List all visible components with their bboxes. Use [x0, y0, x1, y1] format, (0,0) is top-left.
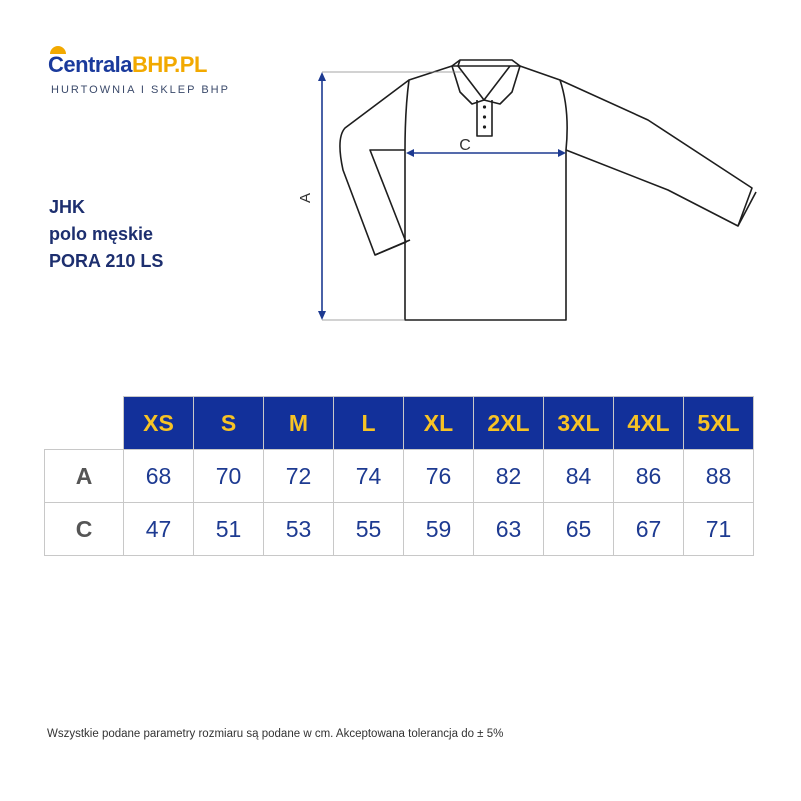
- size-header: M: [264, 397, 334, 450]
- size-header: XS: [124, 397, 194, 450]
- row-label: A: [45, 450, 124, 503]
- size-header: 3XL: [544, 397, 614, 450]
- table-cell: 53: [264, 503, 334, 556]
- table-corner: [45, 397, 124, 450]
- logo-tagline: HURTOWNIA I SKLEP BHP: [51, 84, 230, 96]
- table-cell: 55: [334, 503, 404, 556]
- product-brand: JHK: [49, 197, 86, 217]
- table-cell: 86: [614, 450, 684, 503]
- shirt-diagram: [297, 55, 770, 330]
- table-cell: 76: [404, 450, 474, 503]
- size-table: [44, 396, 754, 556]
- size-header: L: [334, 397, 404, 450]
- size-header: S: [194, 397, 264, 450]
- size-header: 2XL: [474, 397, 544, 450]
- logo: [48, 50, 258, 105]
- dimension-a-label: A: [297, 192, 314, 204]
- table-cell: 65: [544, 503, 614, 556]
- product-model: PORA 210 LS: [49, 251, 164, 271]
- shirt-buttons: [483, 105, 486, 128]
- table-cell: 47: [124, 503, 194, 556]
- table-cell: 88: [684, 450, 754, 503]
- size-header: XL: [404, 397, 474, 450]
- logo-wordmark: CentralaBHP.PL: [48, 52, 207, 77]
- table-cell: 63: [474, 503, 544, 556]
- size-header-row: [45, 397, 754, 450]
- shirt-outline: [340, 60, 756, 320]
- table-row: [45, 450, 754, 503]
- table-cell: 84: [544, 450, 614, 503]
- table-cell: 74: [334, 450, 404, 503]
- table-cell: 82: [474, 450, 544, 503]
- table-row: [45, 503, 754, 556]
- table-cell: 67: [614, 503, 684, 556]
- table-cell: 59: [404, 503, 474, 556]
- product-info: [49, 194, 163, 275]
- table-cell: 51: [194, 503, 264, 556]
- table-cell: 72: [264, 450, 334, 503]
- table-cell: 70: [194, 450, 264, 503]
- product-type: polo męskie: [49, 224, 154, 244]
- row-label: C: [45, 503, 124, 556]
- table-cell: 68: [124, 450, 194, 503]
- dimension-c-label: C: [459, 137, 471, 154]
- table-cell: 71: [684, 503, 754, 556]
- footnote: Wszystkie podane parametry rozmiaru są podane w cm. Akceptowana tolerancja do ± 5%: [47, 728, 504, 740]
- size-header: 5XL: [684, 397, 754, 450]
- size-header: 4XL: [614, 397, 684, 450]
